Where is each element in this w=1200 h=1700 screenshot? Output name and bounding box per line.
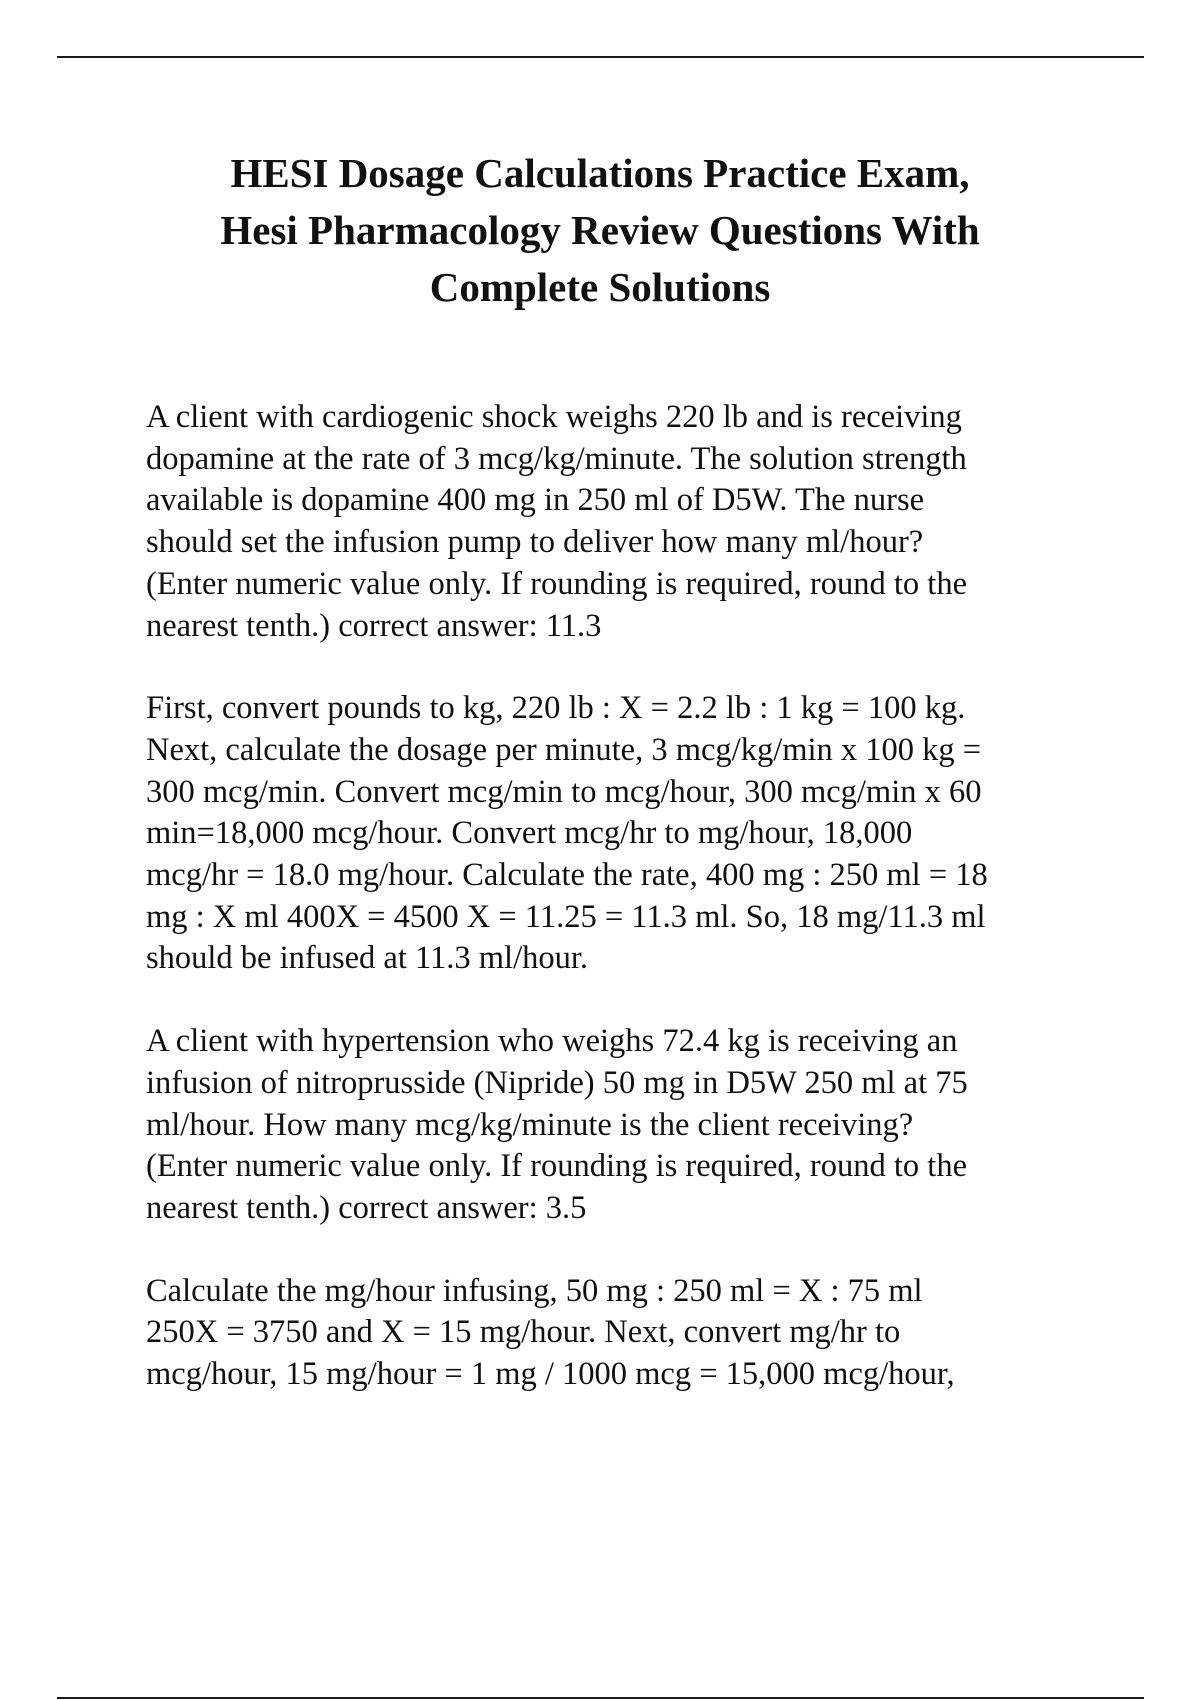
header-rule [57,56,1144,58]
question-paragraph: A client with hypertension who weighs 72.4 kg is receiving an infusion of nitroprusside (Nipride) 50 mg in D5W 250 ml at 75 ml/hour. How many mcg/kg/minute is the client receiving? (Enter numeric value only. If rounding is required, round to the nearest tenth.) correct answer: 3.5 [146,1023,968,1226]
question-paragraph: A client with cardiogenic shock weighs 220 lb and is receiving dopamine at the rate of 3 mcg/kg/minute. The solution strength available is dopamine 400 mg in 250 ml of D5W. The nurse should set the infusion pump to deliver how many ml/hour? (Enter numeric value only. If rounding is required, round to the nearest tenth.) correct answer: 11.3 [146,399,967,644]
title-line: Complete Solutions [429,264,771,310]
solution-paragraph: First, convert pounds to kg, 220 lb : X = 2.2 lb : 1 kg = 100 kg. Next, calculate the dosage per minute, 3 mcg/kg/min x 100 kg = 300 mcg/min. Convert mcg/min to mcg/hour, 300 mcg/min x 60 min=18,000 mcg/hour. Convert mcg/hr to mg/hour, 18,000 mcg/hr = 18.0 mg/hour. Calculate the rate, 400 mg : 250 ml = 18 mg : X ml 400X = 4500 X = 11.25 = 11.3 ml. So, 18 mg/11.3 ml should be infused at 11.3 ml/hour. [146,690,988,977]
document-body [146,397,1096,1437]
title-line: HESI Dosage Calculations Practice Exam, [230,150,970,196]
document-title [120,145,1080,316]
footer-rule [57,1697,1144,1699]
solution-paragraph: Calculate the mg/hour infusing, 50 mg : 250 ml = X : 75 ml 250X = 3750 and X = 15 mg/hour. Next, convert mg/hr to mcg/hour, 15 mg/hour = 1 mg / 1000 mcg = 15,000 mcg/hour, [146,1272,955,1393]
title-line: Hesi Pharmacology Review Questions With [220,207,980,253]
